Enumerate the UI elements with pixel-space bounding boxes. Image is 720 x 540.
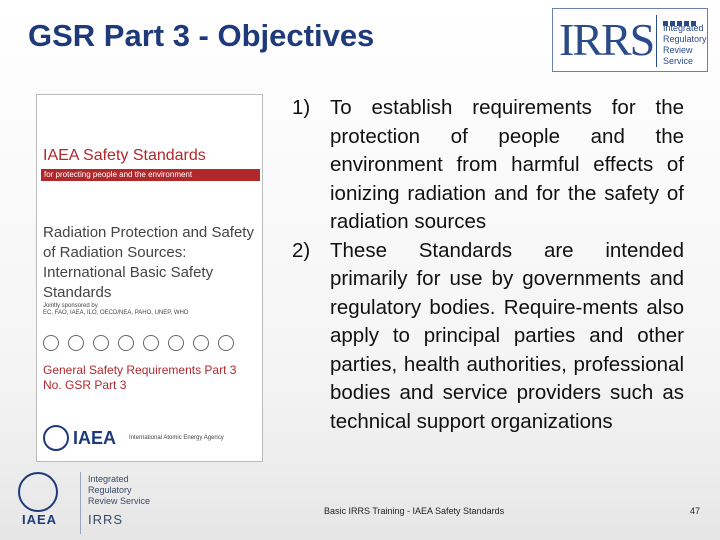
- footer-irrs-line: Regulatory: [88, 485, 132, 495]
- sponsor-logo-icon: [218, 335, 234, 351]
- sponsor-logo-icon: [43, 335, 59, 351]
- sponsor-logo-icon: [168, 335, 184, 351]
- sponsor-logo-icon: [193, 335, 209, 351]
- cover-requirements-line: No. GSR Part 3: [43, 378, 127, 392]
- cover-iaea-text: IAEA: [73, 427, 117, 448]
- cover-sponsors-line: Jointly sponsored by: [43, 303, 98, 309]
- objective-item: [292, 237, 684, 437]
- sponsor-logo-icon: [118, 335, 134, 351]
- footer-iaea-text: IAEA: [22, 512, 58, 527]
- iaea-emblem-icon: [43, 425, 69, 451]
- footer-irrs-line: Integrated: [88, 474, 129, 484]
- cover-band: for protecting people and the environment: [41, 169, 260, 181]
- cover-requirements: [43, 363, 236, 393]
- cover-iaea-logo: [43, 425, 224, 451]
- sponsor-logo-icon: [93, 335, 109, 351]
- cover-iaea-tagline: International Atomic Energy Agency: [129, 435, 224, 441]
- cover-sponsors-line: EC, FAO, IAEA, ILO, OECD/NEA, PAHO, UNEP, WHO: [43, 310, 189, 316]
- footer-irrs-text: IRRS: [88, 512, 124, 527]
- irrs-logo: [552, 8, 708, 72]
- footer-text: Basic IRRS Training - IAEA Safety Standards: [324, 506, 505, 516]
- sponsor-logo-icon: [143, 335, 159, 351]
- gsr-part3-cover-image: [36, 94, 263, 462]
- footer-logo-divider: [80, 472, 81, 534]
- objective-number: 1): [292, 96, 311, 119]
- irrs-logo-line: Service: [663, 56, 694, 66]
- cover-sponsors: [43, 303, 188, 317]
- objective-number: 2): [292, 238, 311, 262]
- cover-requirements-line: General Safety Requirements Part 3: [43, 363, 237, 377]
- sponsor-logo-icon: [68, 335, 84, 351]
- footer-irrs-caption: [88, 474, 150, 507]
- objective-text: To establish requirements for the protection of people and the environment from harmful effects of ionizing radiation and for the safety of radiation sources: [330, 96, 684, 233]
- irrs-logo-line: Review: [663, 45, 693, 55]
- irrs-logo-line: Integrated: [663, 23, 704, 33]
- irrs-logo-caption: [663, 23, 707, 67]
- irrs-logo-line: Regulatory: [663, 34, 707, 44]
- footer-iaea-irrs-logo: [0, 462, 152, 540]
- objective-item: [292, 94, 684, 237]
- slide-title: GSR Part 3 - Objectives: [28, 18, 375, 53]
- cover-heading: IAEA Safety Standards: [43, 147, 206, 164]
- cover-subtitle: Radiation Protection and Safety of Radiation Sources: International Basic Safety Standards: [43, 224, 254, 301]
- objectives-list: [292, 94, 684, 436]
- footer-irrs-line: Review Service: [88, 496, 151, 506]
- irrs-logo-divider: [656, 15, 657, 67]
- objective-text: These Standards are intended primarily for use by governments and regulatory bodies. Require-ments also apply to principal parties and other parties, health authorities, professional bodies and service providers such as technical support organizations: [330, 238, 684, 433]
- page-number: 47: [690, 506, 701, 516]
- iaea-emblem-icon: [18, 472, 58, 512]
- sponsor-logos: [43, 335, 243, 356]
- irrs-logo-text: IRRS: [559, 14, 654, 65]
